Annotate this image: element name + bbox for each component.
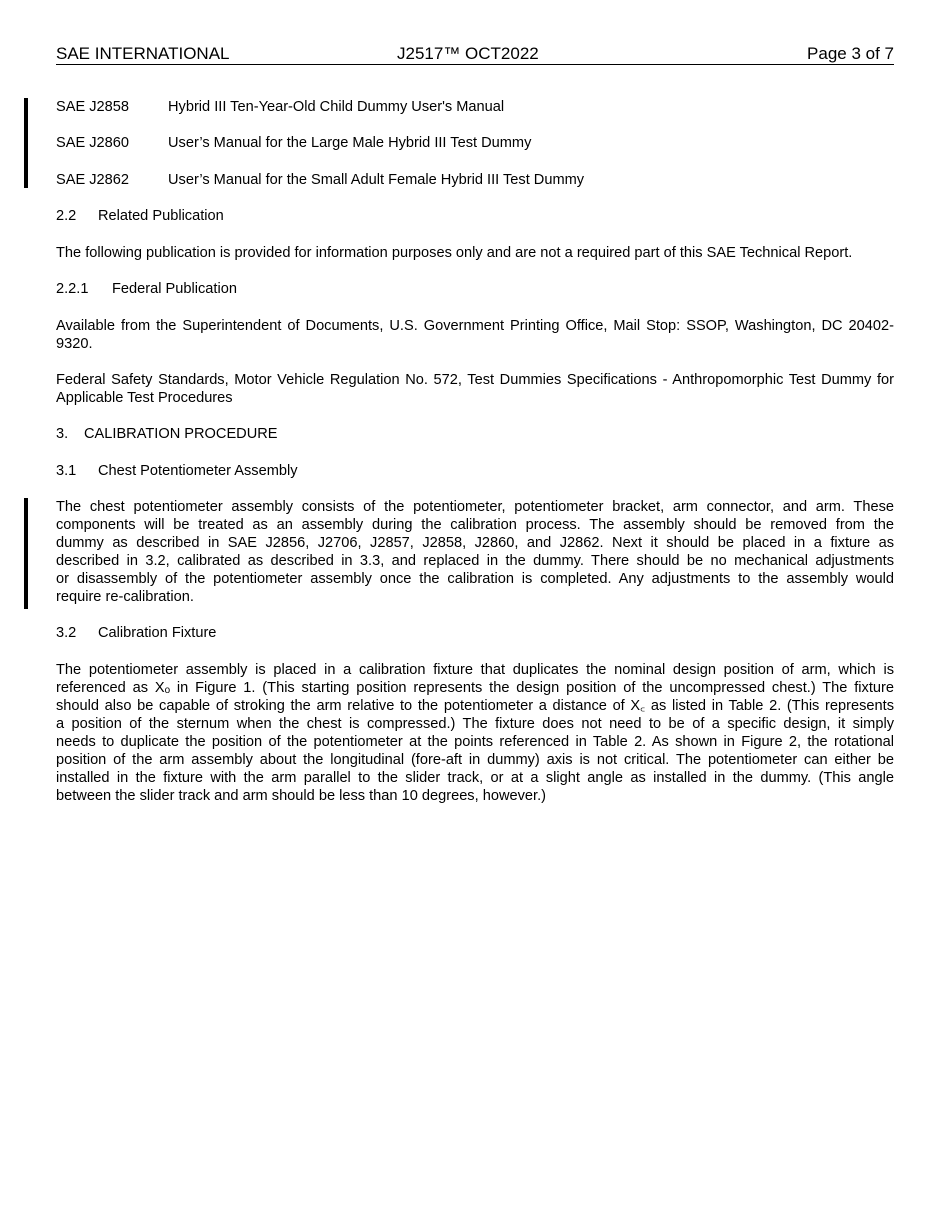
section-number: 3. [56,426,69,442]
paragraph-line: between the slider track and arm should be less than 10 degrees, however.) [56,788,546,804]
section-number: 2.2 [56,208,77,224]
paragraph-line: The potentiometer assembly is placed in a calibration fixture that duplicates the nominal design position of arm, which is [56,662,894,678]
paragraph [56,498,894,606]
header-page-number: Page 3 of 7 [807,44,894,63]
section-number: 2.2.1 [56,281,89,297]
section-number: 3.1 [56,463,77,479]
header-organization: SAE INTERNATIONAL [56,44,230,63]
paragraph-line: or disassembly of the potentiometer assembly once the calibration is completed. Any adjustments to the assembly would [56,571,894,587]
section-heading: CALIBRATION PROCEDURE [84,426,278,442]
section-number: 3.2 [56,625,77,641]
paragraph-line: position of the arm assembly about the longitudinal (fore-aft in dummy) axis is not critical. The potentiometer can either be [56,752,894,768]
paragraph-line: components will be treated as an assembly during the calibration process. The assembly should be removed from the [56,517,894,533]
reference-title: Hybrid III Ten-Year-Old Child Dummy User's Manual [168,99,505,115]
paragraph-line: referenced as Xₒ in Figure 1. (This starting position represents the design position of the uncompressed chest.) The fixture [56,680,894,696]
paragraph: Federal Safety Standards, Motor Vehicle Regulation No. 572, Test Dummies Specifications - Anthropomorphic Test Dummy for Applicable Test Procedures [56,372,894,406]
reference-title: User’s Manual for the Large Male Hybrid III Test Dummy [168,135,532,151]
section-heading: Chest Potentiometer Assembly [98,463,298,479]
reference-code: SAE J2858 [56,99,130,115]
section-heading: Related Publication [98,208,224,224]
paragraph: The following publication is provided for information purposes only and are not a required part of this SAE Technical Report. [56,245,853,261]
section-heading: Calibration Fixture [98,625,217,641]
paragraph-line: installed in the fixture with the arm parallel to the slider track, or at a slight angle as installed in the dummy. (This angle [56,770,894,786]
paragraph [56,661,894,805]
change-bar [24,498,28,609]
paragraph-line: dummy as described in SAE J2856, J2706, J2857, J2858, J2860, and J2862. Next it should be placed in a fixture as [56,535,894,551]
paragraph: Available from the Superintendent of Documents, U.S. Government Printing Office, Mail Stop: SSOP, Washington, DC 20402-9320. [56,318,894,352]
page-header [56,44,894,65]
paragraph-line: described in 3.2, calibrated as described in 3.3, and replaced in the dummy. There should be no mechanical adjustments [56,553,894,569]
paragraph-line: The chest potentiometer assembly consists of the potentiometer, potentiometer bracket, arm connector, and arm. These [56,499,894,515]
paragraph-line: needs to duplicate the position of the potentiometer at the points referenced in Table 2. As shown in Figure 2, the rotational [56,734,894,750]
header-document-id: J2517™ OCT2022 [397,44,539,63]
paragraph-line: should also be capable of stroking the arm relative to the potentiometer a distance of X꜀ as listed in Table 2. (This represents [56,698,894,714]
reference-title: User’s Manual for the Small Adult Female Hybrid III Test Dummy [168,172,585,188]
reference-code: SAE J2862 [56,172,130,188]
paragraph-line: require re-calibration. [56,589,194,605]
section-heading: Federal Publication [112,281,237,297]
change-bar [24,98,28,188]
paragraph-line: a position of the sternum when the chest is compressed.) The fixture does not need to be of a specific design, it simply [56,716,894,732]
reference-code: SAE J2860 [56,135,130,151]
